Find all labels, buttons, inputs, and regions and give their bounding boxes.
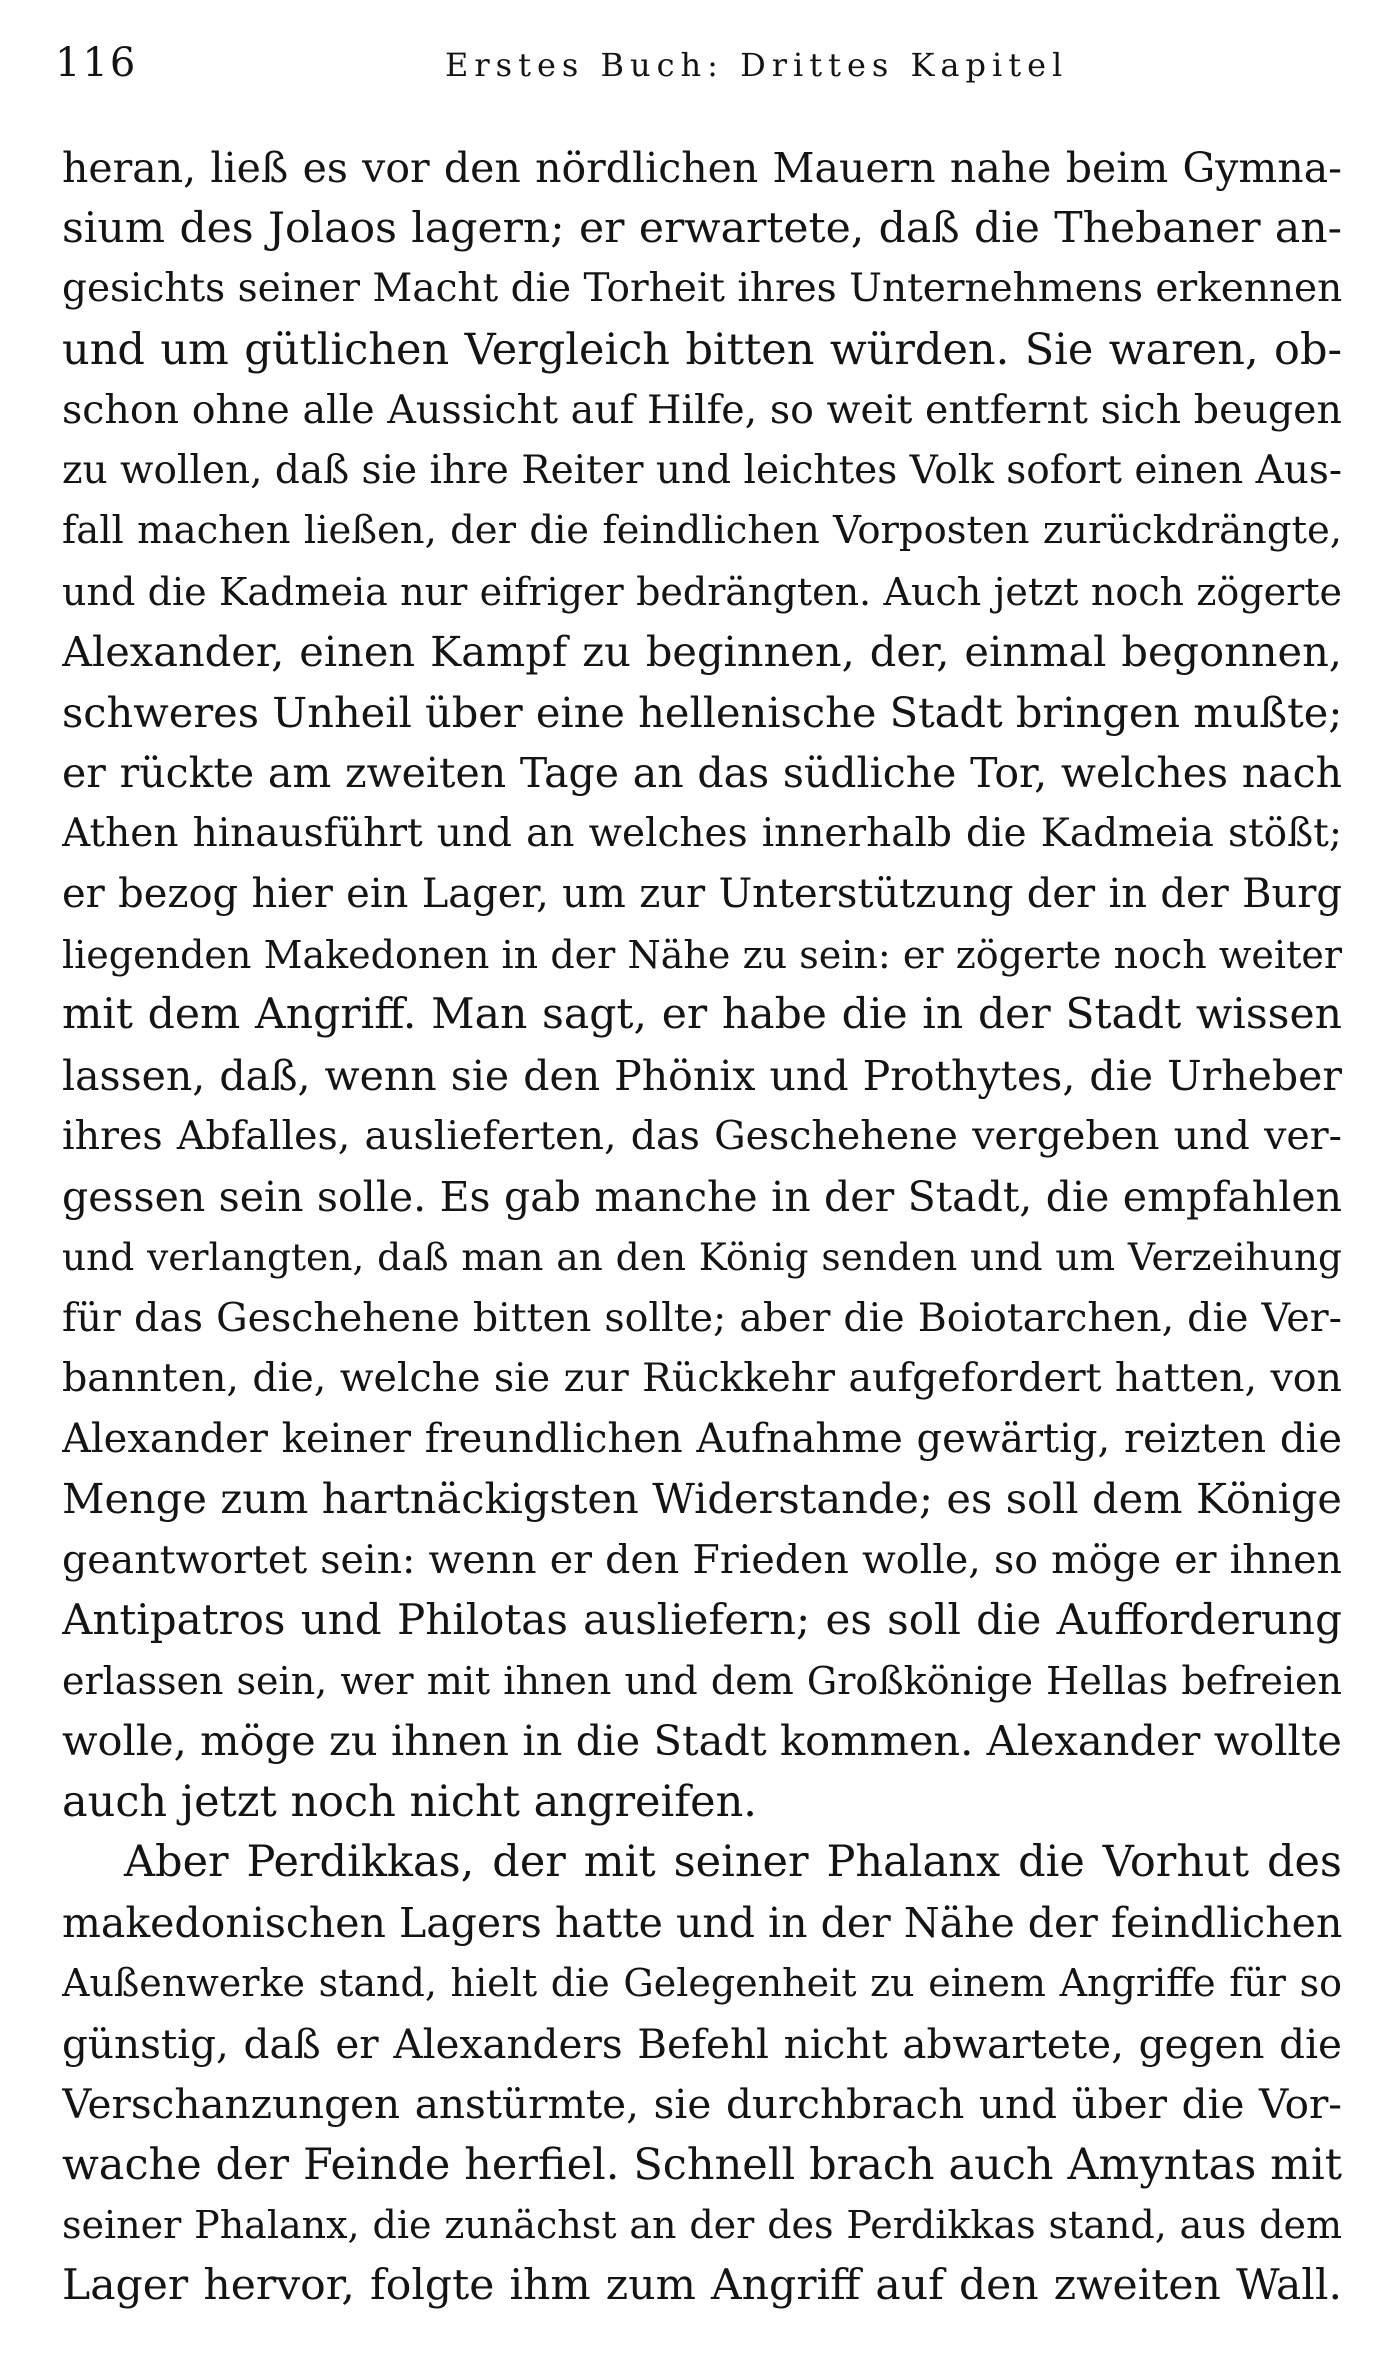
text-line: er rückte am zweiten Tage an das südliche Tor, welches nach (62, 749, 1342, 797)
text-line: und die Kadmeia nur eifriger bedrängten. Auch jetzt noch zögerte (62, 569, 1342, 614)
text-line: liegenden Makedonen in der Nähe zu sein: er zögerte noch weiter (62, 932, 1342, 977)
text-line: Athen hinausführt und an welches innerhalb die Kadmeia stößt; (62, 810, 1342, 856)
text-line: erlassen sein, wer mit ihnen und dem Großkönige Hellas befreien (62, 1658, 1342, 1703)
text-line: auch jetzt noch nicht angreifen. (62, 1776, 757, 1827)
text-line: heran, ließ es vor den nördlichen Mauern nahe beim Gymna- (62, 144, 1342, 192)
text-line: ihres Abfalles, auslieferten, das Geschehene vergeben und ver- (62, 1113, 1342, 1159)
text-line: und um gütlichen Vergleich bitten würden. Sie waren, ob- (62, 324, 1342, 375)
page-number: 116 (55, 40, 138, 86)
text-line: Alexander keiner freundlichen Aufnahme gewärtig, reizten die (62, 1415, 1342, 1462)
text-line: Menge zum hartnäckigsten Widerstande; es soll dem Könige (62, 1474, 1342, 1523)
text-line: geantwortet sein: wenn er den Frieden wolle, so möge er ihnen (62, 1536, 1342, 1583)
text-line: wolle, möge zu ihnen in die Stadt kommen. Alexander wollte (62, 1716, 1342, 1765)
text-line: für das Geschehene bitten sollte; aber die Boiotarchen, die Ver- (62, 1294, 1342, 1341)
text-line: Aber Perdikkas, der mit seiner Phalanx die Vorhut des (124, 1837, 1342, 1887)
text-line: Alexander, einen Kampf zu beginnen, der, einmal begonnen, (62, 627, 1342, 676)
text-line: Verschanzungen anstürmte, sie durchbrach und über die Vor- (62, 2080, 1342, 2128)
text-line: wache der Feinde herfiel. Schnell brach auch Amyntas mit (62, 2139, 1342, 2190)
body-text (62, 138, 1342, 2316)
text-line: sium des Jolaos lagern; er erwartete, daß die Thebaner an- (62, 203, 1342, 253)
page-header (55, 40, 1345, 100)
text-line: schon ohne alle Aussicht auf Hilfe, so weit entfernt sich beugen (62, 387, 1342, 433)
text-line: gessen sein solle. Es gab manche in der Stadt, die empfahlen (62, 1172, 1342, 1221)
paragraph-1 (62, 138, 1342, 1832)
text-line: schweres Unheil über eine hellenische Stadt bringen mußte; (62, 687, 1342, 737)
text-line: gesichts seiner Macht die Torheit ihres Unternehmens erkennen (62, 266, 1342, 311)
text-line: fall machen ließen, der die feindlichen Vorposten zurückdrängte, (62, 508, 1342, 553)
paragraph-2 (62, 1832, 1342, 2316)
text-line: mit dem Angriff. Man sagt, er habe die in der Stadt wissen (62, 990, 1342, 1039)
text-line: bannten, die, welche sie zur Rückkehr aufgefordert hatten, von (62, 1355, 1342, 1401)
text-line: er bezog hier ein Lager, um zur Unterstützung der in der Burg (62, 871, 1342, 917)
text-line: und verlangten, daß man an den König senden und um Verzeihung (62, 1235, 1342, 1279)
text-line: Antipatros und Philotas ausliefern; es soll die Aufforderung (62, 1595, 1342, 1644)
running-head: Erstes Buch: Drittes Kapitel (445, 46, 1069, 84)
text-line: seiner Phalanx, die zunächst an der des Perdikkas stand, aus dem (62, 2203, 1342, 2247)
text-line: lassen, daß, wenn sie den Phönix und Prothytes, die Urheber (62, 1051, 1342, 1100)
text-line: makedonischen Lagers hatte und in der Nähe der feindlichen (62, 1898, 1342, 1947)
text-line: Außenwerke stand, hielt die Gelegenheit zu einem Angriffe für so (62, 1961, 1342, 2005)
text-line: günstig, daß er Alexanders Befehl nicht abwartete, gegen die (62, 2019, 1342, 2068)
text-line: zu wollen, daß sie ihre Reiter und leichtes Volk sofort einen Aus- (62, 447, 1342, 493)
text-line: Lager hervor, folgte ihm zum Angriff auf den zweiten Wall. (62, 2260, 1342, 2310)
